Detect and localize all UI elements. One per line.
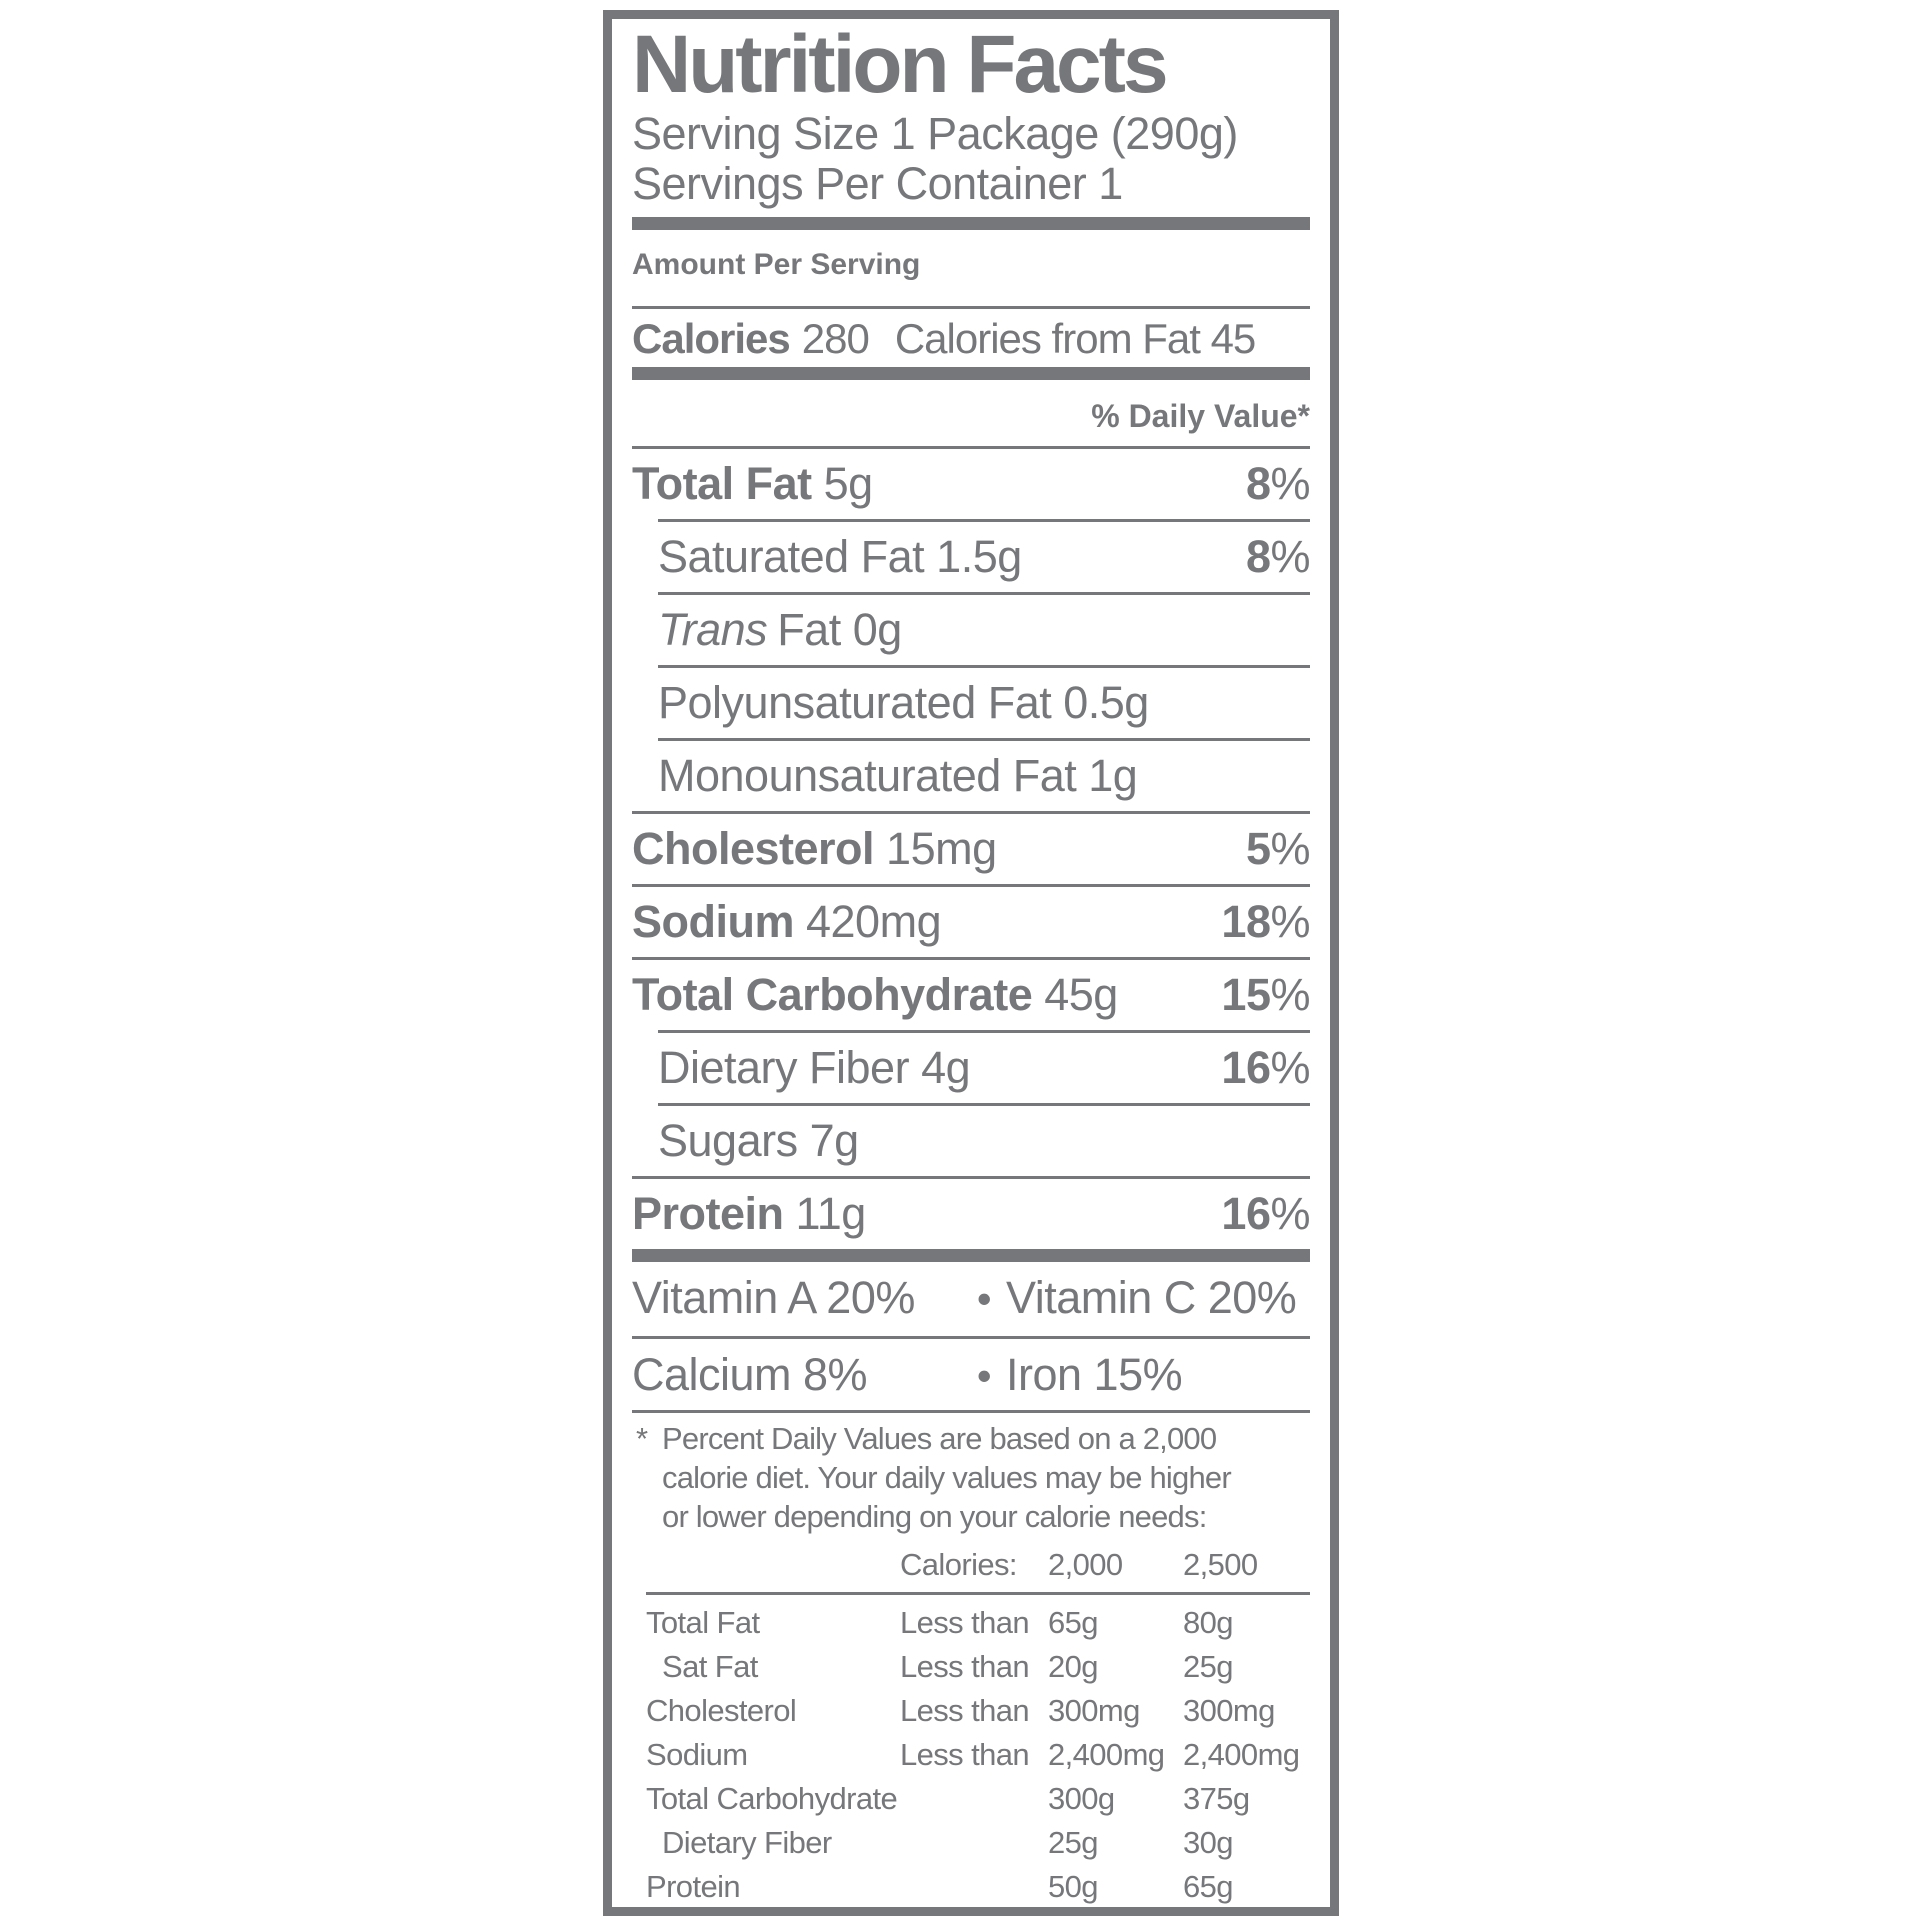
table-row-sodium [646, 1733, 1310, 1777]
table-cell-2500: 30g [1183, 1825, 1233, 1860]
table-body [646, 1595, 1310, 1909]
nutrient-amount: 15mg [886, 823, 997, 874]
table-cell-label: Dietary Fiber [662, 1825, 832, 1860]
nutrient-name-italic: Trans [658, 604, 768, 655]
daily-values-table [632, 1536, 1310, 1909]
table-cell-label: Cholesterol [646, 1693, 797, 1728]
thick-divider [632, 217, 1310, 230]
daily-value-number: 8 [1245, 458, 1271, 509]
table-cell-qualifier: Less than [900, 1605, 1030, 1640]
vitamin-c: Vitamin C 20% [1006, 1272, 1297, 1323]
daily-value-number: 18 [1221, 896, 1271, 947]
nutrient-amount: 420mg [806, 896, 942, 947]
nutrient-amount: 0.5g [1063, 677, 1149, 728]
table-row-protein [646, 1865, 1310, 1909]
nutrient-amount: 1.5g [936, 531, 1022, 582]
table-cell-qualifier [900, 1865, 1048, 1909]
table-header-2500: 2,500 [1183, 1547, 1258, 1582]
nutrient-name-amount [658, 606, 902, 654]
calories-value: 280 [801, 315, 869, 362]
percent-sign: % [1270, 969, 1310, 1020]
table-cell-2000: 300mg [1048, 1693, 1140, 1728]
nutrient-amount: 0g [852, 604, 902, 655]
nutrient-name-amount [658, 1117, 859, 1165]
nutrient-name-amount [632, 971, 1118, 1019]
table-cell-qualifier [900, 1821, 1048, 1865]
nutrient-row-monounsaturated-fat [632, 741, 1310, 811]
nutrient-name: Sugars [658, 1115, 798, 1166]
serving-size: Serving Size 1 Package (290g) [632, 108, 1238, 159]
daily-value-number: 16 [1221, 1188, 1271, 1239]
table-cell-2000: 25g [1048, 1825, 1098, 1860]
daily-value-number: 16 [1221, 1042, 1271, 1093]
nutrient-row-protein [632, 1179, 1310, 1249]
table-cell-2000: 65g [1048, 1605, 1098, 1640]
thick-divider [632, 367, 1310, 380]
bullet-separator: • [976, 1275, 992, 1322]
nutrient-amount: 4g [921, 1042, 971, 1093]
nutrient-name: Total Fat [632, 458, 812, 509]
footnote-line: or lower depending on your calorie needs: [662, 1499, 1207, 1534]
nutrient-name: Total Carbohydrate [632, 969, 1033, 1020]
table-cell-qualifier [900, 1777, 1048, 1821]
table-header-spacer [646, 1546, 900, 1584]
nutrient-row-dietary-fiber [632, 1033, 1310, 1103]
table-cell-label: Total Fat [646, 1605, 760, 1640]
table-header-calories: Calories: [900, 1547, 1017, 1582]
asterisk: * [636, 1421, 648, 1456]
nutrient-name-amount [658, 533, 1022, 581]
bullet-separator: • [976, 1352, 992, 1399]
table-cell-2500: 65g [1183, 1869, 1233, 1904]
table-cell-label: Sodium [646, 1737, 748, 1772]
nutrient-amount: 45g [1044, 969, 1118, 1020]
daily-value-number: 15 [1221, 969, 1271, 1020]
calories-label: Calories [632, 315, 790, 362]
nutrient-row-saturated-fat [632, 522, 1310, 592]
nutrient-row-cholesterol [632, 814, 1310, 884]
table-cell-2500: 2,400mg [1183, 1737, 1300, 1772]
table-cell-label: Protein [646, 1869, 741, 1904]
nutrient-name-amount [658, 679, 1149, 727]
table-row-sat-fat [646, 1645, 1310, 1689]
table-row-total-fat [646, 1601, 1310, 1645]
daily-value-number: 5 [1245, 823, 1271, 874]
daily-value-percent [1221, 1044, 1310, 1092]
table-cell-2500: 300mg [1183, 1693, 1275, 1728]
table-cell-qualifier: Less than [900, 1737, 1030, 1772]
servings-per-container: Servings Per Container 1 [632, 158, 1123, 209]
percent-sign: % [1270, 823, 1310, 874]
percent-sign: % [1270, 896, 1310, 947]
nutrient-row-total-fat [632, 449, 1310, 519]
nutrient-name: Saturated Fat [658, 531, 925, 582]
thick-divider [632, 1249, 1310, 1262]
nutrient-name-amount [632, 825, 997, 873]
table-cell-2000: 20g [1048, 1649, 1098, 1684]
nutrient-name: Dietary Fiber [658, 1042, 910, 1093]
table-cell-2500: 25g [1183, 1649, 1233, 1684]
nutrient-row-sodium [632, 887, 1310, 957]
calories-from-fat: Calories from Fat 45 [894, 315, 1256, 362]
daily-value-number: 8 [1245, 531, 1271, 582]
nutrient-row-polyunsaturated-fat [632, 668, 1310, 738]
table-cell-qualifier: Less than [900, 1649, 1030, 1684]
vitamin-row-1 [632, 1262, 1310, 1336]
daily-value-percent [1221, 1190, 1310, 1238]
daily-value-percent [1246, 825, 1310, 873]
nutrient-amount: 1g [1088, 750, 1138, 801]
nutrient-name-amount [658, 1044, 970, 1092]
daily-value-heading: % Daily Value* [1091, 398, 1310, 434]
label-title: Nutrition Facts [632, 19, 1166, 110]
percent-sign: % [1270, 458, 1310, 509]
percent-sign: % [1270, 531, 1310, 582]
nutrient-amount: 11g [795, 1188, 866, 1239]
label-content [612, 19, 1330, 1909]
table-cell-2500: 80g [1183, 1605, 1233, 1640]
daily-value-percent [1246, 460, 1310, 508]
nutrient-name: Monounsaturated Fat [658, 750, 1077, 801]
nutrient-row-sugars [632, 1106, 1310, 1176]
percent-sign: % [1270, 1188, 1310, 1239]
table-cell-label: Sat Fat [662, 1649, 758, 1684]
nutrient-name: Sodium [632, 896, 794, 947]
daily-value-percent [1221, 898, 1310, 946]
table-cell-qualifier: Less than [900, 1693, 1030, 1728]
vitamin-a: Vitamin A 20% [632, 1272, 915, 1323]
nutrition-facts-label [603, 10, 1339, 1916]
nutrient-amount: 5g [823, 458, 873, 509]
footnote-line: Percent Daily Values are based on a 2,000 [662, 1421, 1217, 1456]
nutrient-name-amount [632, 460, 873, 508]
daily-values-footnote [632, 1413, 1310, 1536]
nutrient-name-amount [632, 1190, 866, 1238]
iron: Iron 15% [1006, 1349, 1183, 1400]
nutrient-name: Cholesterol [632, 823, 875, 874]
table-header-row [646, 1546, 1310, 1592]
table-cell-2000: 300g [1048, 1781, 1115, 1816]
percent-sign: % [1270, 1042, 1310, 1093]
amount-per-serving-heading: Amount Per Serving [632, 248, 921, 281]
nutrient-name-amount [632, 898, 941, 946]
table-cell-2000: 2,400mg [1048, 1737, 1165, 1772]
calories-row [632, 309, 1310, 367]
table-row-dietary-fiber [646, 1821, 1310, 1865]
daily-value-percent [1246, 533, 1310, 581]
nutrient-name: Protein [632, 1188, 784, 1239]
nutrient-row-total-carbohydrate [632, 960, 1310, 1030]
nutrient-name: Fat [777, 604, 841, 655]
footnote-line: calorie diet. Your daily values may be higher [662, 1460, 1231, 1495]
nutrient-name: Polyunsaturated Fat [658, 677, 1052, 728]
nutrient-row-trans-fat [632, 595, 1310, 665]
table-cell-2000: 50g [1048, 1869, 1098, 1904]
table-header-2000: 2,000 [1048, 1547, 1123, 1582]
nutrient-name-amount [658, 752, 1137, 800]
table-cell-2500: 375g [1183, 1781, 1250, 1816]
table-row-total-carbohydrate [646, 1777, 1310, 1821]
vitamin-row-2 [632, 1339, 1310, 1410]
nutrient-amount: 7g [809, 1115, 859, 1166]
calcium: Calcium 8% [632, 1349, 868, 1400]
table-row-cholesterol [646, 1689, 1310, 1733]
table-cell-label: Total Carbohydrate [646, 1781, 898, 1816]
daily-value-percent [1221, 971, 1310, 1019]
